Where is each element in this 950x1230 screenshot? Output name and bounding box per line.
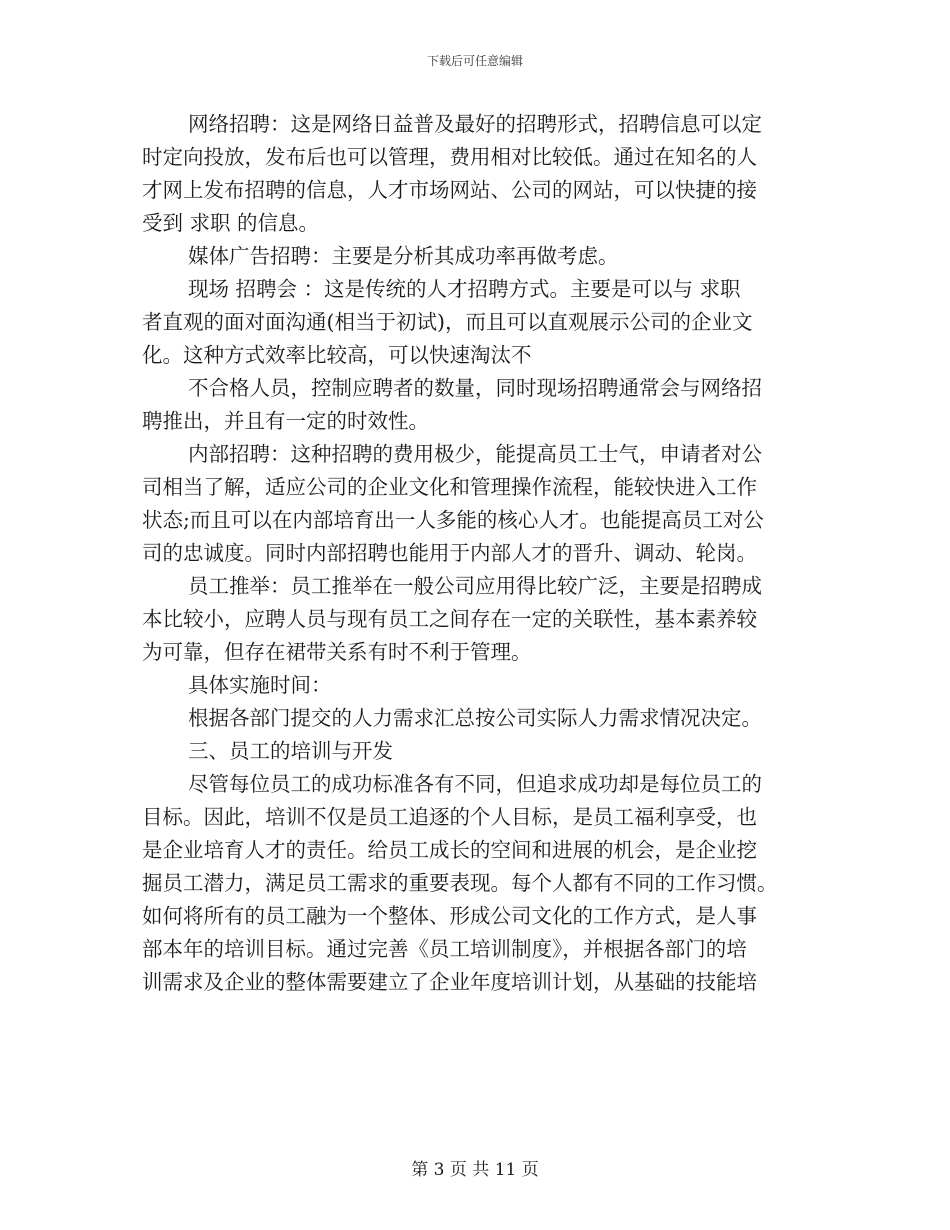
page-number: 第 3 页 共 11 页 [411, 1160, 539, 1180]
text-line: 如何将所有的员工融为一个整体、形成公司文化的工作方式，是人事 [142, 904, 757, 928]
text-line: 聘推出，并且有一定的时效性。 [142, 409, 429, 433]
text-line: 媒体广告招聘：主要是分析其成功率再做考虑。 [188, 244, 619, 268]
text-line: 为可靠，但存在裙带关系有时不利于管理。 [142, 640, 532, 664]
text-line: 本比较小，应聘人员与现有员工之间存在一定的关联性，基本素养较 [142, 607, 757, 631]
text-line: 具体实施时间： [188, 673, 332, 697]
text-line: 化。这种方式效率比较高，可以快速淘汰不 [142, 343, 532, 367]
text-line: 受到 求职 的信息。 [142, 211, 320, 235]
text-line: 部本年的培训目标。通过完善《员工培训制度》，并根据各部门的培 [142, 937, 747, 961]
text-line: 根据各部门提交的人力需求汇总按公司实际人力需求情况决定。 [188, 706, 762, 730]
text-line: 训需求及企业的整体需要建立了企业年度培训计划，从基础的技能培 [142, 970, 757, 994]
text-line: 现场 招聘会 ：这是传统的人才招聘方式。主要是可以与 求职 [188, 277, 741, 301]
text-line: 司相当了解，适应公司的企业文化和管理操作流程，能较快进入工作 [142, 475, 757, 499]
text-line: 是企业培育人才的责任。给员工成长的空间和进展的机会，是企业挖 [142, 838, 757, 862]
text-line: 者直观的面对面沟通(相当于初试)，而且可以直观展示公司的企业文 [142, 310, 753, 334]
text-line: 司的忠诚度。同时内部招聘也能用于内部人才的晋升、调动、轮岗。 [142, 541, 757, 565]
text-line: 三、员工的培训与开发 [188, 739, 393, 763]
text-line: 网络招聘：这是网络日益普及最好的招聘形式，招聘信息可以定 [188, 112, 762, 136]
text-line: 目标。因此，培训不仅是员工追逐的个人目标，是员工福利享受，也 [142, 805, 757, 829]
document-body [142, 108, 810, 999]
page-header-note: 下载后可任意编辑 [426, 54, 523, 68]
text-line: 员工推举：员工推举在一般公司应用得比较广泛，主要是招聘成 [188, 574, 762, 598]
text-line: 不合格人员，控制应聘者的数量，同时现场招聘通常会与网络招 [188, 376, 762, 400]
text-line: 尽管每位员工的成功标准各有不同，但追求成功却是每位员工的 [188, 772, 762, 796]
text-line: 状态;而且可以在内部培育出一人多能的核心人才。也能提高员工对公 [142, 508, 764, 532]
text-line: 掘员工潜力，满足员工需求的重要表现。每个人都有不同的工作习惯。 [142, 871, 778, 895]
text-line: 才网上发布招聘的信息，人才市场网站、公司的网站，可以快捷的接 [142, 178, 757, 202]
text-line: 内部招聘：这种招聘的费用极少，能提高员工士气，申请者对公 [188, 442, 762, 466]
text-line: 时定向投放，发布后也可以管理，费用相对比较低。通过在知名的人 [142, 145, 757, 169]
